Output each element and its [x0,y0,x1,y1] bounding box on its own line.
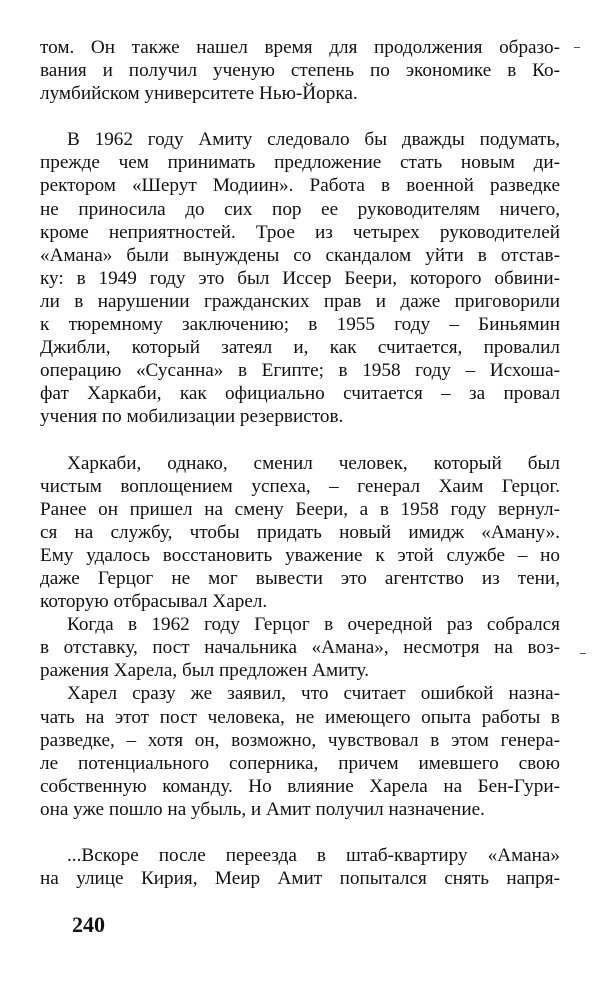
text-line: Ранее он пришел на смену Беери, а в 1958 году вернул- [40,498,560,520]
margin-mark [574,47,580,48]
text-line: ку: в 1949 году это был Иссер Беери, которого обвини- [40,267,560,289]
text-line: вания и получил ученую степень по экономике в Ко- [40,60,560,82]
text-line: том. Он также нашел время для продолжения образо- [40,37,560,58]
text-line: чать на этот пост человека, не имеющего опыта работы в [40,706,560,728]
text-line: чистым воплощением успеха, – генерал Хаим Герцог. [40,475,560,497]
paragraph [40,36,560,105]
paragraph-gap [40,105,560,128]
text-line: прежде чем принимать предложение стать новым ди- [40,152,560,174]
page-body [40,36,560,890]
text-line: лумбийском университете Нью-Йорка. [40,83,358,105]
text-line: на улице Кирия, Меир Амит попытался снять напря- [40,868,560,890]
text-line: Джибли, который затеял и, как считается, провалил [40,337,560,359]
text-line: операцию «Сусанна» в Египте; в 1958 году – Исхоша- [40,360,560,382]
text-line: Харкаби, однако, сменил человек, который был [67,452,560,474]
text-line: ли в нарушении гражданских прав и даже приговорили [40,290,560,312]
text-line: кроме неприятностей. Трое из четырех руководителей [40,221,560,243]
text-line: к тюремному заключению; в 1955 году – Биньямин [40,314,560,336]
text-line: разведке, – хотя он, возможно, чувствовал в этом генера- [40,729,560,751]
text-line: Когда в 1962 году Герцог в очередной раз собрался [67,614,560,636]
text-line: Ему удалось восстановить уважение к этой службе – но [40,544,560,566]
paragraph-gap [40,821,560,844]
text-line: В 1962 году Амиту следовало бы дважды подумать, [67,129,560,151]
text-line: в отставку, пост начальника «Амана», несмотря на воз- [40,637,560,659]
paragraph [40,452,560,614]
text-line: собственную команду. Но влияние Харела на Бен-Гури- [40,775,560,797]
text-line: фат Харкаби, как официально считается – за провал [40,383,560,405]
text-line: Харел сразу же заявил, что считает ошибкой назна- [67,683,560,705]
paragraph-gap [40,429,560,452]
text-line: ...Вскоре после переезда в штаб-квартиру «Амана» [67,845,560,866]
text-line: учения по мобилизации резервистов. [40,406,344,428]
text-line: которую отбрасывал Харел. [40,591,268,613]
text-line: ле потенциального соперника, причем имевшего свою [40,752,560,774]
text-line: ся на службу, чтобы придать новый имидж «Аману». [40,521,560,543]
paragraph [40,613,560,682]
paragraph [40,844,560,890]
text-line: даже Герцог не мог вывести это агентство из тени, [40,567,560,589]
text-line: ражения Харела, был предложен Амиту. [40,660,370,682]
text-line: ректором «Шерут Модиин». Работа в военной разведке [40,175,560,197]
text-line: не приносила до сих пор ее руководителям ничего, [40,198,560,220]
text-line: она уже пошло на убыль, и Амит получил назначение. [40,798,485,820]
page-number: 240 [72,912,105,937]
paragraph [40,682,560,821]
text-line: «Амана» были вынуждены со скандалом уйти в отстав- [40,244,560,266]
paragraph [40,128,560,428]
margin-mark [580,653,586,654]
